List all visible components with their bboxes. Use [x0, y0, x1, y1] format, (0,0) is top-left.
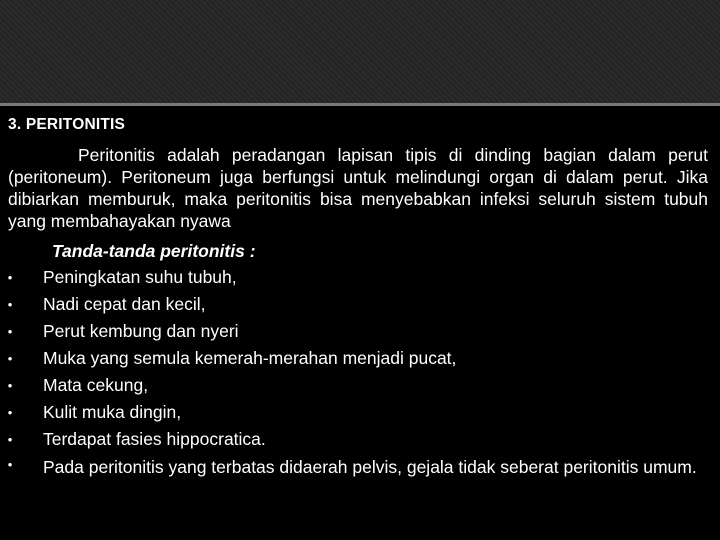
definition-paragraph: Peritonitis adalah peradangan lapisan tipis di dinding bagian dalam perut (peritoneum). Peritoneum juga berfungsi untuk melindungi organ di dalam perut. Jika dibiarkan memburuk, maka peritonitis bisa menyebabkan infeksi seluruh sistem tubuh yang membahayakan nyawa [8, 145, 708, 231]
signs-list [8, 264, 708, 479]
bullet-icon: • [7, 270, 13, 285]
bullet-icon: • [7, 405, 13, 420]
list-item-text: Muka yang semula kemerah-merahan menjadi pucat, [43, 348, 457, 368]
bullet-icon: • [7, 351, 13, 366]
list-item [8, 426, 708, 453]
list-item-text: Kulit muka dingin, [43, 402, 182, 422]
list-item-text: Terdapat fasies hippocratica. [43, 429, 266, 449]
bullet-icon: • [7, 297, 13, 312]
list-item-text: Peningkatan suhu tubuh, [43, 267, 237, 287]
list-item-text: Mata cekung, [43, 375, 149, 395]
signs-subtitle: Tanda-tanda peritonitis : [52, 241, 256, 261]
list-item [8, 372, 708, 399]
list-item-text: Nadi cepat dan kecil, [43, 294, 206, 314]
list-item [8, 291, 708, 318]
slide-heading: 3. PERITONITIS [8, 116, 126, 133]
bullet-icon: • [7, 324, 13, 339]
header-band [0, 0, 720, 106]
list-item [8, 318, 708, 345]
bullet-icon: • [7, 378, 13, 393]
bullet-icon: • [7, 457, 13, 472]
list-item [8, 399, 708, 426]
list-item [8, 453, 708, 479]
list-item [8, 345, 708, 372]
list-item-text: Pada peritonitis yang terbatas didaerah pelvis, gejala tidak seberat peritonitis umum. [43, 457, 697, 477]
list-item [8, 264, 708, 291]
bullet-icon: • [7, 432, 13, 447]
list-item-text: Perut kembung dan nyeri [43, 321, 239, 341]
slide-content [8, 114, 708, 479]
